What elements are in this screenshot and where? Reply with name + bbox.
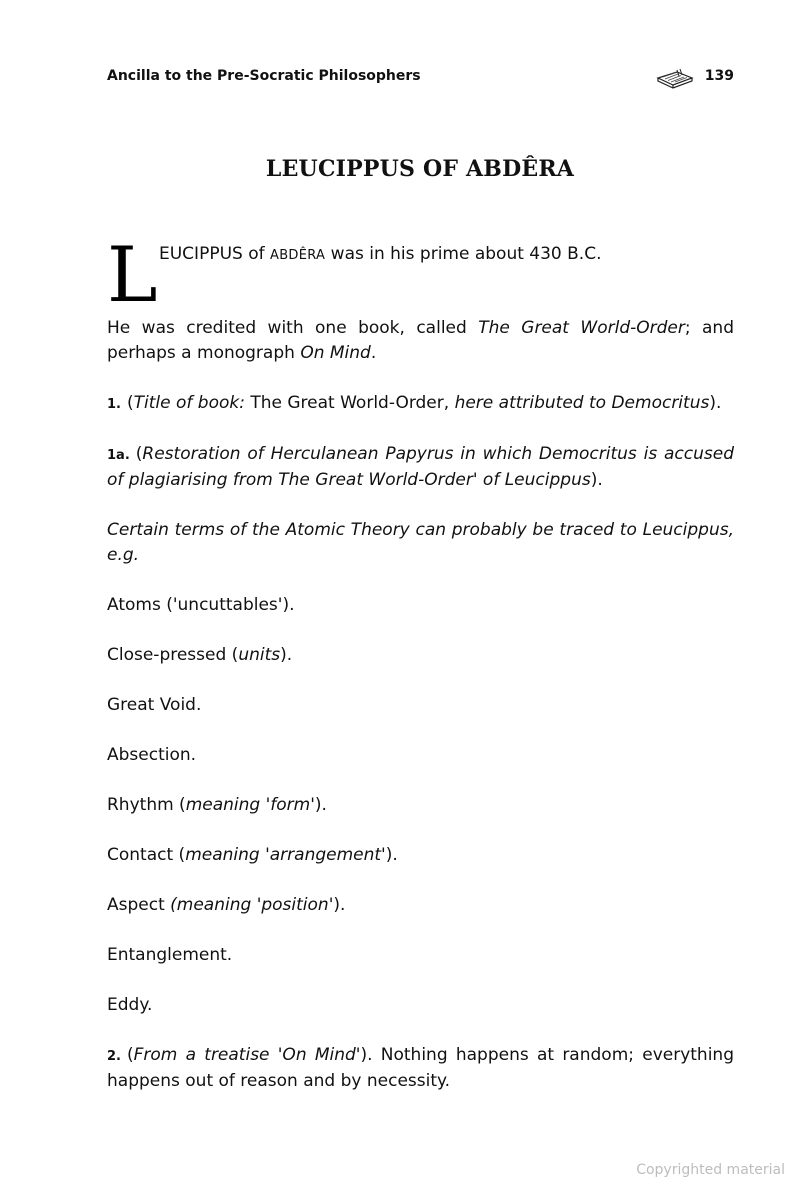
term-item	[107, 793, 734, 818]
book-title: Ancilla to the Pre-Socratic Philosophers	[107, 68, 421, 84]
running-head	[107, 66, 734, 90]
term-italic: meaning 'form'	[185, 795, 315, 815]
fragment-2-source: From a treatise 'On Mind'	[133, 1045, 361, 1065]
terms-intro-text: Certain terms of the Atomic Theory can probably be traced to Leucippus, e.g.	[107, 520, 734, 565]
term-item	[107, 693, 734, 718]
term-tail: ).	[280, 645, 293, 665]
fragment-1-label: Title of book:	[133, 393, 245, 413]
fragment-1a-text: Restoration of Herculanean Papyrus in which Democritus is accused of plagiarising from The Great World-Order' of Leucippus	[107, 444, 734, 490]
term-tail: ).	[314, 795, 327, 815]
intro-place: ABDÊRA	[270, 248, 326, 263]
fragment-1-text: The Great World-Order,	[244, 393, 455, 413]
fragment-2-open: (	[126, 1045, 134, 1065]
page-number: 139	[704, 68, 734, 84]
term-item	[107, 593, 734, 618]
opening-paragraph	[107, 230, 734, 319]
term-italic: meaning 'arrangement'	[185, 845, 386, 865]
fragment-1-attribution: here attributed to Democritus	[454, 393, 710, 413]
intro-of: of	[242, 244, 271, 264]
opening-line	[159, 242, 601, 268]
fragment-1a-close: ).	[590, 470, 603, 490]
fragment-1-close: ).	[709, 393, 722, 413]
term-plain: Great Void.	[107, 695, 202, 715]
term-tail: ).	[333, 895, 346, 915]
term-item	[107, 893, 734, 918]
term-plain: Close-pressed (	[107, 645, 239, 665]
fragment-1-open: (	[126, 393, 134, 413]
term-plain: Atoms ('uncuttables').	[107, 595, 295, 615]
term-item	[107, 843, 734, 868]
term-italic: units	[238, 645, 281, 665]
term-tail: ).	[385, 845, 398, 865]
term-plain: Rhythm (	[107, 795, 186, 815]
credit-monograph-title: On Mind	[300, 343, 371, 363]
credit-text-a: He was credited with one book, called	[107, 318, 479, 338]
fragment-1a	[107, 442, 734, 493]
drop-cap: L	[107, 230, 158, 319]
term-plain: Absection.	[107, 745, 197, 765]
terms-intro	[107, 518, 734, 568]
term-item	[107, 993, 734, 1018]
credit-text-end: .	[370, 343, 377, 363]
term-plain: Contact (	[107, 845, 186, 865]
term-italic: (meaning 'position'	[170, 895, 334, 915]
fragment-1a-open: (	[135, 444, 143, 464]
credit-book-title: The Great World-Order	[478, 318, 685, 338]
term-plain: Entanglement.	[107, 945, 233, 965]
fragment-number: 1a.	[107, 448, 130, 463]
intro-caps: EUCIPPUS	[159, 244, 243, 264]
credit-text-b: ; and perhaps a monograph	[107, 318, 734, 363]
fragment-2-text: ). Nothing happens at random; everything happens out of reason and by necessity.	[107, 1045, 734, 1091]
copyright-watermark: Copyrighted material	[636, 1162, 785, 1178]
intro-rest: was in his prime about 430 B.C.	[325, 244, 602, 264]
term-item	[107, 943, 734, 968]
fragment-2	[107, 1043, 734, 1094]
term-plain: Eddy.	[107, 995, 153, 1015]
term-item	[107, 643, 734, 668]
term-plain: Aspect	[107, 895, 171, 915]
open-book-icon	[655, 66, 695, 90]
fragment-1	[107, 391, 734, 417]
credit-paragraph	[107, 316, 734, 366]
body-text	[107, 230, 734, 1119]
fragment-number: 1.	[107, 397, 121, 412]
chapter-title: LEUCIPPUS OF ABDÊRA	[265, 156, 575, 182]
fragment-number: 2.	[107, 1049, 121, 1064]
term-item	[107, 743, 734, 768]
